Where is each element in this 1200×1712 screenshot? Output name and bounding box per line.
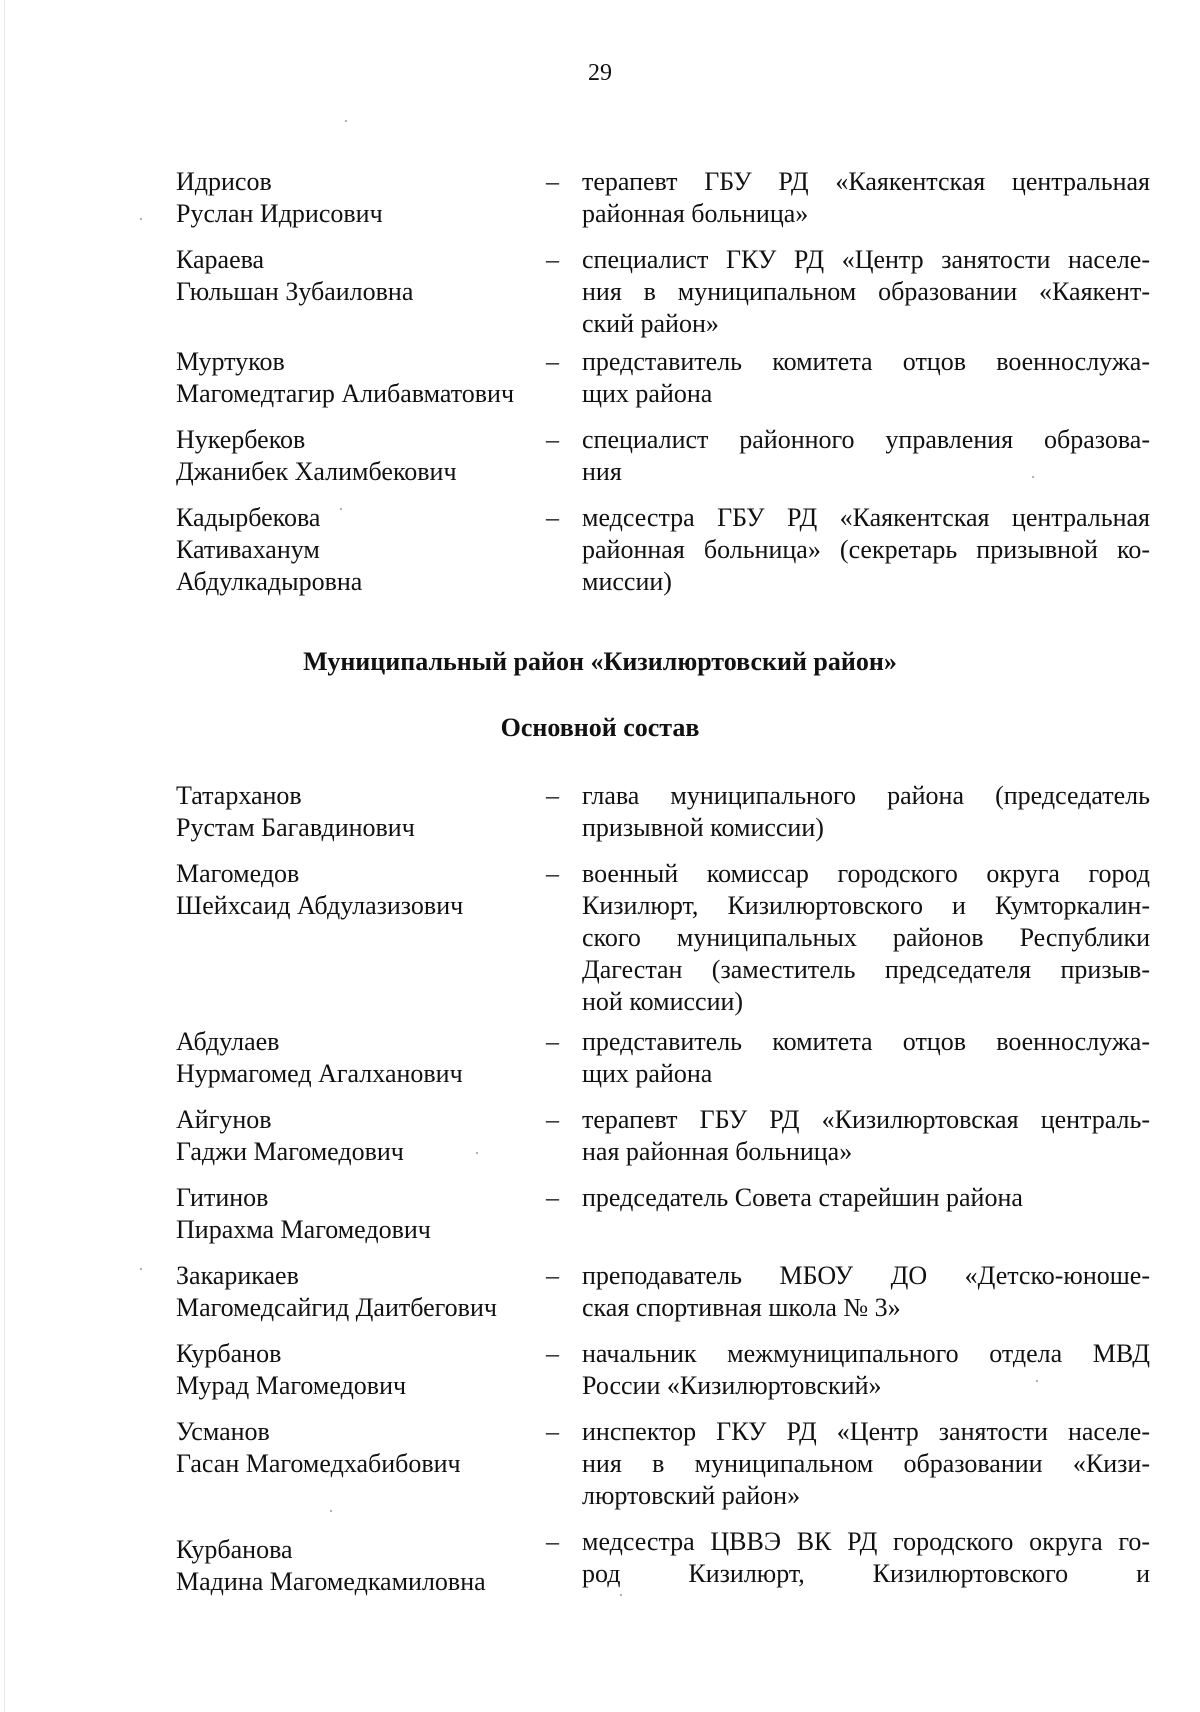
member-role: медсестра ЦВВЭ ВК РД городского округа го- род Кизилюрт, Кизилюртовского и: [582, 1527, 1150, 1588]
member-name: Курбанов Мурад Магомедович: [176, 1339, 407, 1400]
member-name: Абдулаев Нурмагомед Агалханович: [176, 1027, 463, 1088]
member-entry: [176, 1182, 1156, 1260]
dash-separator: –: [546, 1417, 559, 1446]
dash-separator: –: [546, 781, 559, 810]
member-entry: [176, 1416, 1156, 1526]
dash-separator: –: [546, 859, 559, 888]
member-name: Идрисов Руслан Идрисович: [176, 167, 383, 228]
member-entry: [176, 1104, 1156, 1182]
member-role: военный комиссар городского округа город Кизилюрт, Кизилюртовского и Кумторкалин- ского муниципальных районов Республики Дагестан (заместитель председателя призыв- ной комиссии): [582, 859, 1150, 1016]
dash-separator: –: [546, 1027, 559, 1056]
member-role: специалист районного управления образова- ния: [582, 425, 1150, 486]
member-role: глава муниципального района (председатель призывной комиссии): [582, 781, 1150, 842]
member-role: представитель комитета отцов военнослужа- щих района: [582, 347, 1150, 408]
member-name: Закарикаев Магомедсайгид Даитбегович: [176, 1261, 497, 1322]
member-list-kayakent: [176, 166, 1156, 602]
dash-separator: –: [546, 347, 559, 376]
dash-separator: –: [546, 1105, 559, 1134]
dash-separator: –: [546, 425, 559, 454]
member-name: Усманов Гасан Магомедхабибович: [176, 1417, 461, 1478]
member-name: Муртуков Магомедтагир Алибавматович: [176, 347, 515, 408]
scan-speck: [140, 1268, 142, 1270]
member-role: преподаватель МБОУ ДО «Детско-юноше- ская спортивная школа № 3»: [582, 1261, 1150, 1322]
scan-speck: [140, 218, 142, 220]
member-name: Гитинов Пирахма Магомедович: [176, 1183, 431, 1244]
member-list-kizilyurt: [176, 780, 1156, 1596]
member-role: медсестра ГБУ РД «Каякентская центральная районная больница» (секретарь призывной ко- миссии): [582, 503, 1150, 596]
member-entry: [176, 424, 1156, 502]
dash-separator: –: [546, 167, 559, 196]
scan-speck: [1032, 476, 1034, 478]
member-entry: [176, 858, 1156, 1026]
member-name: Курбанова Мадина Магомедкамиловна: [176, 1535, 486, 1596]
member-name: Магомедов Шейхсаид Абдулазизович: [176, 859, 464, 920]
member-role: терапевт ГБУ РД «Каякентская центральная районная больница»: [582, 167, 1150, 228]
member-name: Айгунов Гаджи Магомедович: [176, 1105, 404, 1166]
member-role: председатель Совета старейшин района: [582, 1183, 1023, 1212]
member-role: специалист ГКУ РД «Центр занятости населе- ния в муниципальном образовании «Каякент- ский район»: [582, 245, 1150, 338]
section-title: Муниципальный район «Кизилюртовский район»: [303, 647, 897, 676]
member-entry: [176, 1526, 1156, 1596]
dash-separator: –: [546, 1527, 559, 1556]
dash-separator: –: [546, 1339, 559, 1368]
scan-speck: [620, 1594, 622, 1596]
scan-edge: [4, 0, 5, 1712]
dash-separator: –: [546, 245, 559, 274]
member-name: Нукербеков Джанибек Халимбекович: [176, 425, 457, 486]
member-entry: [176, 1260, 1156, 1338]
scan-speck: [340, 508, 342, 510]
scan-speck: [1036, 1380, 1038, 1382]
scan-speck: [345, 120, 347, 122]
member-name: Татарханов Рустам Багавдинович: [176, 781, 415, 842]
member-role: начальник межмуниципального отдела МВД России «Кизилюртовский»: [582, 1339, 1150, 1400]
member-entry: [176, 166, 1156, 244]
member-entry: [176, 1026, 1156, 1104]
subsection-title: Основной состав: [500, 713, 700, 742]
page-number: 29: [588, 60, 612, 86]
scan-speck: [476, 1152, 478, 1154]
member-role: инспектор ГКУ РД «Центр занятости населе- ния в муниципальном образовании «Кизи- люртовский район»: [582, 1417, 1150, 1510]
member-role: представитель комитета отцов военнослужа- щих района: [582, 1027, 1150, 1088]
member-entry: [176, 1338, 1156, 1416]
member-role: терапевт ГБУ РД «Кизилюртовская централь- ная районная больница»: [582, 1105, 1150, 1166]
member-name: Караева Гюльшан Зубаиловна: [176, 245, 414, 306]
member-entry: [176, 502, 1156, 602]
member-entry: [176, 346, 1156, 424]
dash-separator: –: [546, 503, 559, 532]
member-entry: [176, 780, 1156, 858]
member-entry: [176, 244, 1156, 346]
dash-separator: –: [546, 1183, 559, 1212]
scan-speck: [330, 1510, 332, 1512]
dash-separator: –: [546, 1261, 559, 1290]
member-name: Кадырбекова Кативаханум Абдулкадыровна: [176, 503, 363, 596]
